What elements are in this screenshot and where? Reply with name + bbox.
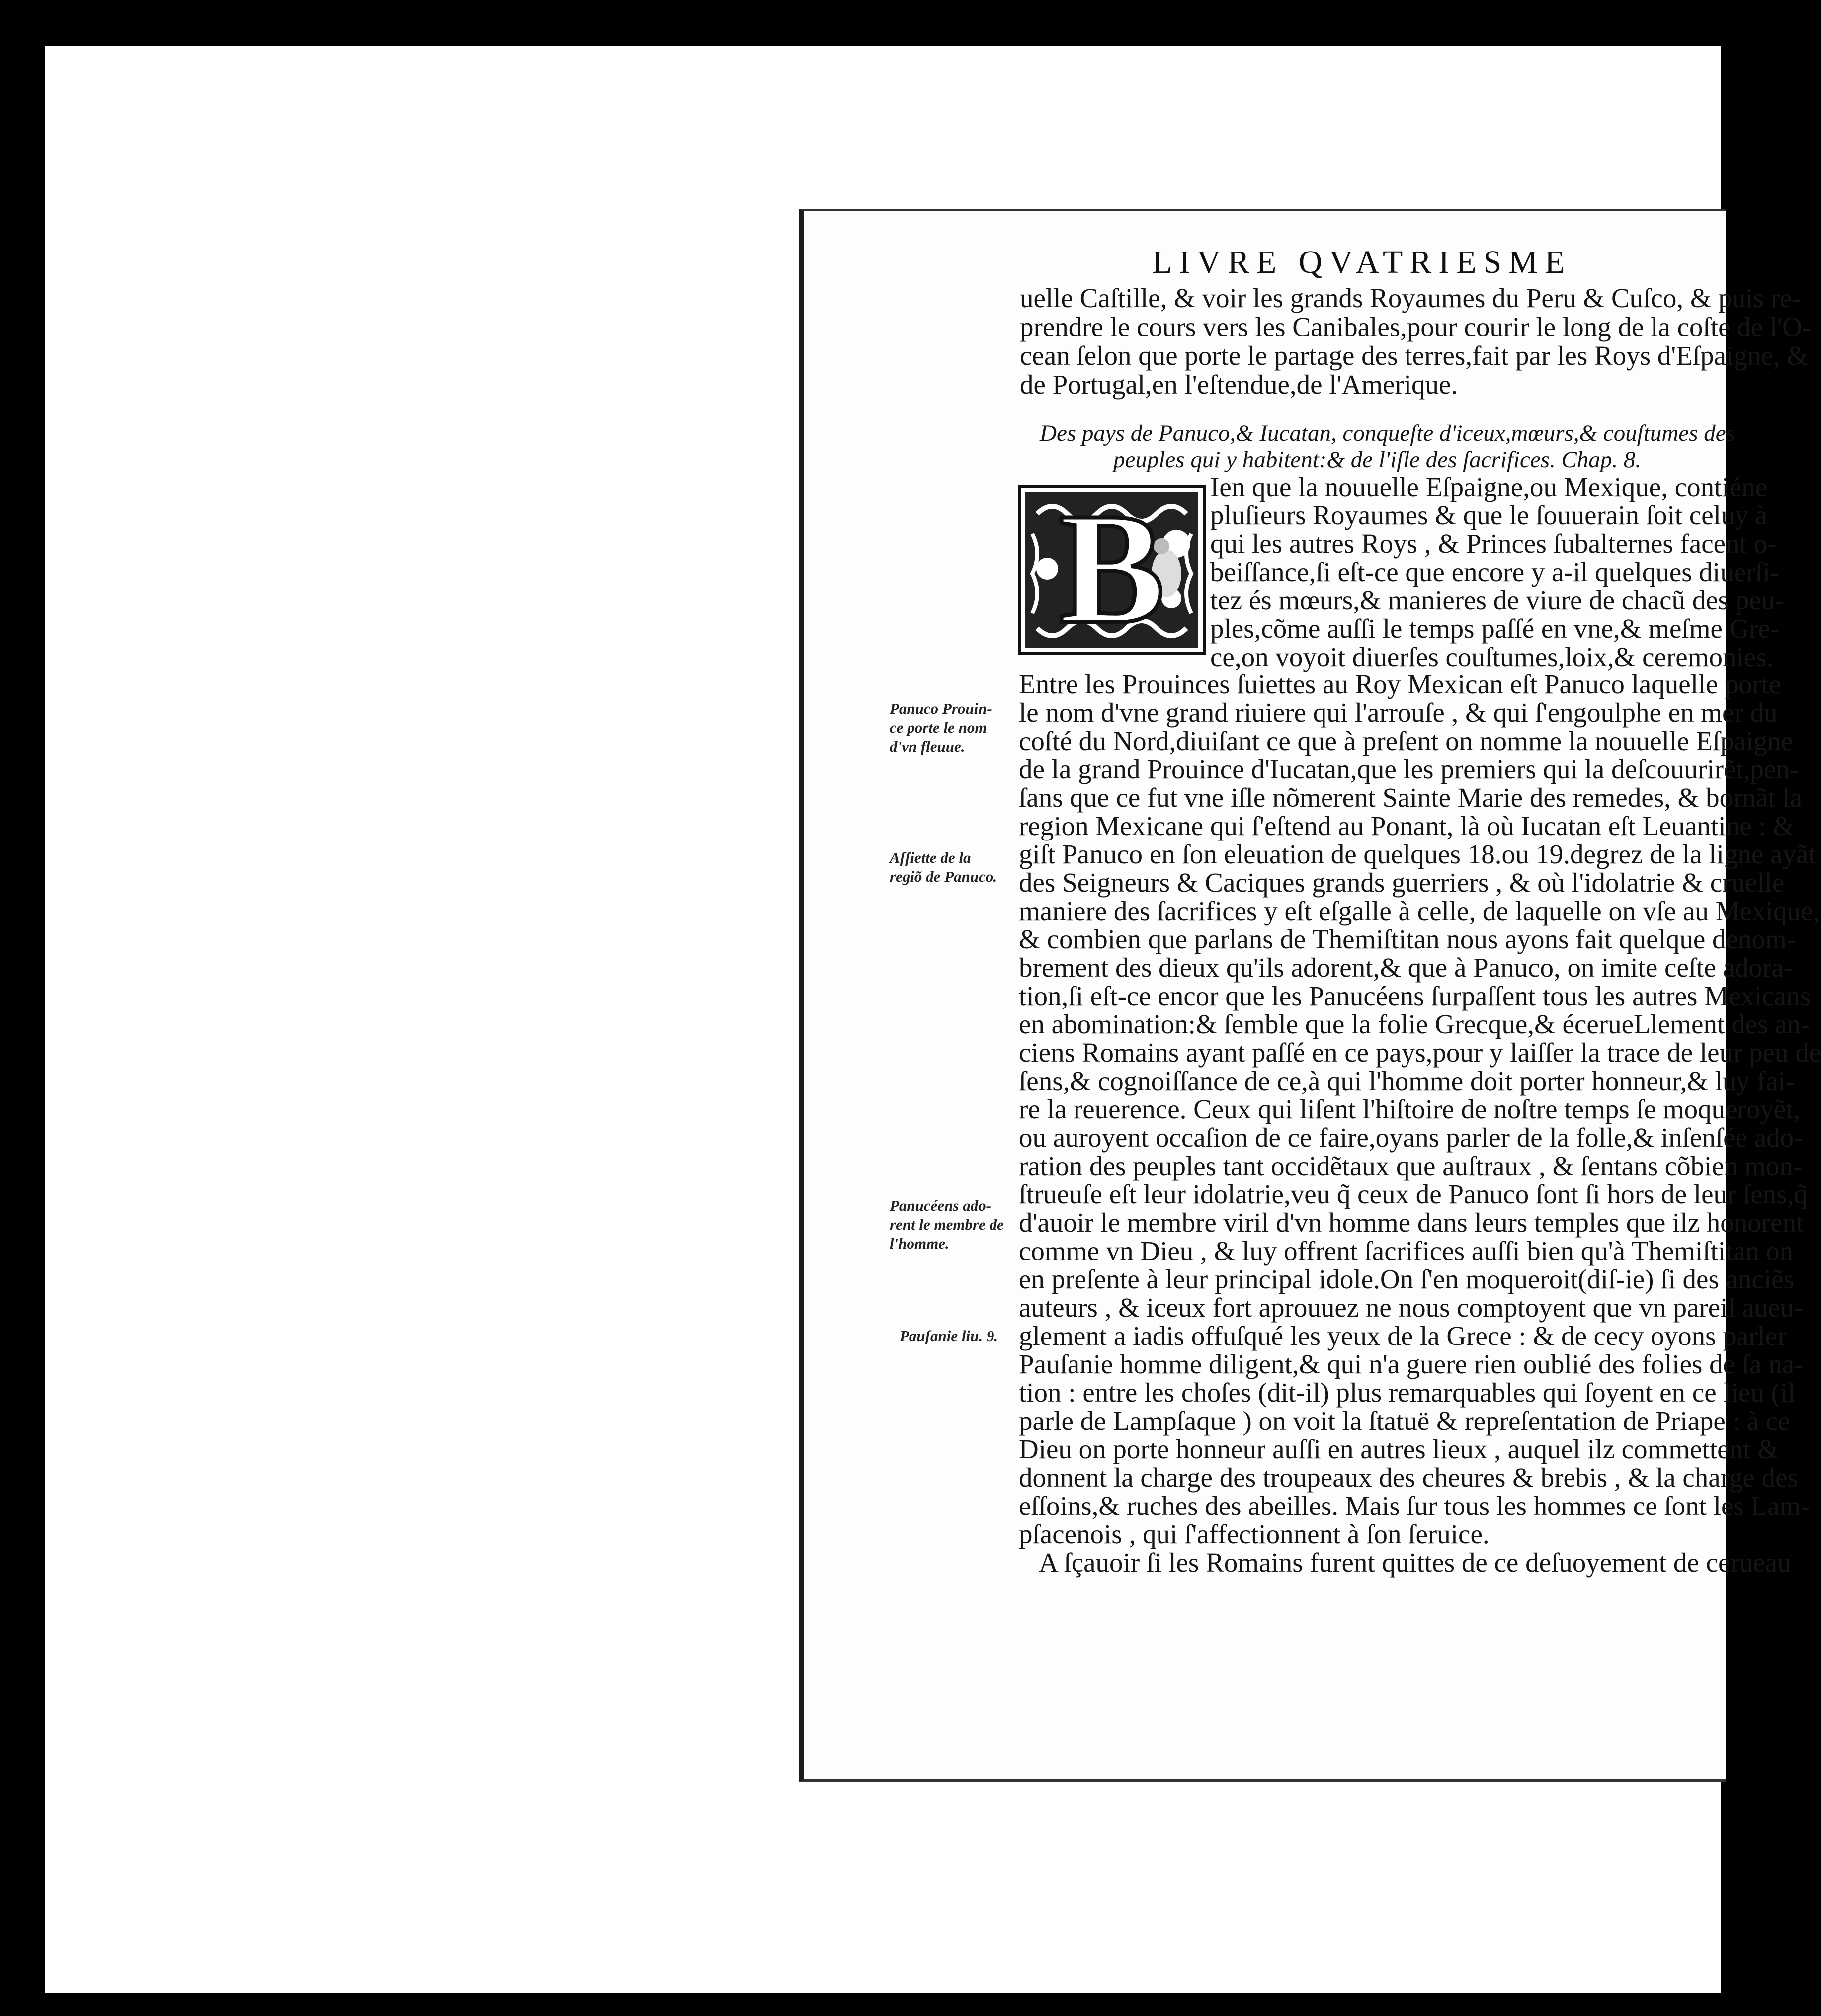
text-line: A ſçauoir ſi les Romains furent quittes de ce deſuoyement de cerueau	[1039, 1547, 1791, 1578]
text-line: tez és mœurs,& manieres de viure de chacũ des peu-	[1210, 585, 1784, 615]
text-line: comme vn Dieu , & luy offrent ſacrifices auſſi bien qu'à Themiſtitan on	[1019, 1236, 1794, 1266]
side-note-line: rent le membre de	[890, 1216, 1004, 1233]
side-note-line: Panucéens ado-	[890, 1197, 992, 1214]
side-note-line: ce porte le nom	[890, 719, 987, 736]
text-line: Dieu on porte honneur auſſi en autres lieux , auquel ilz commettent &	[1019, 1434, 1779, 1464]
text-line: ou auroyent occaſion de ce faire,oyans parler de la folle,& inſenſée ado-	[1019, 1122, 1803, 1153]
side-note-line: Aſſiette de la	[890, 849, 971, 866]
text-line: des Seigneurs & Caciques grands guerriers , & où l'idolatrie & cruelle	[1019, 867, 1785, 898]
running-head: LIVRE QVATRIESME	[1152, 244, 1572, 280]
text-line: de Portugal,en l'eſtendue,de l'Amerique.	[1020, 369, 1458, 400]
text-line: Pauſanie homme diligent,& qui n'a guere rien oublié des folies de ſa na-	[1019, 1349, 1804, 1379]
heading-line: Des pays de Panuco,& Iucatan, conqueſte d'iceux,mœurs,& couſtumes des	[1040, 420, 1735, 446]
heading-line: peuples qui y habitent:& de l'iſle des ſacrifices. Chap. 8.	[1113, 447, 1642, 473]
text-line: le nom d'vne grand riuiere qui l'arrouſe , & qui ſ'engoulphe en mer du	[1019, 697, 1778, 728]
text-line: d'auoir le membre viril d'vn homme dans leurs temples que ilz honorent	[1019, 1207, 1804, 1238]
text-line: prendre le cours vers les Canibales,pour courir le long de la coſte de l'O-	[1020, 312, 1812, 342]
side-note-line: regiõ de Panuco.	[890, 868, 997, 885]
text-line: de la grand Prouince d'Iucatan,que les premiers qui la deſcouurirẽt,pen-	[1019, 754, 1799, 784]
text-line: glement a iadis offuſqué les yeux de la Grece : & de cecy oyons parler	[1019, 1321, 1787, 1351]
text-line: ſans que ce fut vne iſle nõmerent Sainte Marie des remedes, & bornãt la	[1019, 782, 1803, 813]
text-line: ration des peuples tant occidẽtaux que auſtraux , & ſentans cõbien mon-	[1019, 1151, 1803, 1181]
text-line: re la reuerence. Ceux qui liſent l'hiſtoire de noſtre temps ſe moqueroyẽt,	[1019, 1094, 1801, 1124]
text-line: qui les autres Roys , & Princes ſubalternes facent o-	[1210, 528, 1777, 559]
text-line: parle de Lampſaque ) on voit la ſtatuë & repreſentation de Priape : à ce	[1019, 1406, 1790, 1436]
text-line: & combien que parlans de Themiſtitan nous ayons fait quelque denom-	[1019, 924, 1796, 954]
text-line: region Mexicane qui ſ'eſtend au Ponant, là où Iucatan eſt Leuantine : &	[1019, 811, 1795, 841]
text-line: Entre les Prouinces ſuiettes au Roy Mexican eſt Panuco laquelle porte	[1019, 669, 1781, 699]
text-line: uelle Caſtille, & voir les grands Royaumes du Peru & Cuſco, & puis re-	[1020, 283, 1801, 313]
text-line: brement des dieux qu'ils adorent,& que à Panuco, on imite ceſte adora-	[1019, 952, 1793, 983]
text-line: eſſoins,& ruches des abeilles. Mais ſur tous les hommes ce ſont les Lam-	[1019, 1491, 1810, 1521]
text-line: tion,ſi eſt-ce encor que les Panucéens ſurpaſſent tous les autres Mexicans	[1019, 981, 1811, 1011]
side-note-line: d'vn fleuue.	[890, 738, 965, 755]
text-line: auteurs , & iceux fort aprouuez ne nous comptoyent que vn pareil aueu-	[1019, 1292, 1803, 1323]
text-line: donnent la charge des troupeaux des cheures & brebis , & la charge des	[1019, 1462, 1798, 1493]
text-line: maniere des ſacrifices y eſt eſgalle à celle, de laquelle on vſe au Mexique,	[1019, 896, 1820, 926]
text-line: ſens,& cognoiſſance de ce,à qui l'homme doit porter honneur,& luy fai-	[1019, 1066, 1795, 1096]
side-note-line: l'homme.	[890, 1235, 949, 1252]
text-line: en abomination:& ſemble que la folie Grecque,& écerueLlement des an-	[1019, 1009, 1810, 1039]
side-note-line: Panuco Prouin-	[890, 700, 992, 717]
text-line: beiſſance,ſi eſt-ce que encore y a-il quelques diuerſi-	[1210, 557, 1780, 587]
initial-letter: B	[1059, 481, 1165, 657]
text-line: pſacenois , qui ſ'affectionnent à ſon ſeruice.	[1019, 1519, 1490, 1549]
text-line: giſt Panuco en ſon eleuation de quelques 18.ou 19.degrez de la ligne ayãt	[1019, 839, 1816, 869]
text-line: coſté du Nord,diuiſant ce que à preſent on nomme la nouuelle Eſpaigne	[1019, 726, 1793, 756]
text-line: en preſente à leur principal idole.On ſ'en moqueroit(diſ-ie) ſi des anciẽs	[1019, 1264, 1795, 1294]
text-line: ce,on voyoit diuerſes couſtumes,loix,& ceremonies.	[1210, 642, 1774, 672]
text-line: ciens Romains ayant paſſé en ce pays,pour y laiſſer la trace de leur peu de	[1019, 1037, 1821, 1068]
text-line: Ien que la nouuelle Eſpaigne,ou Mexique, contiéne	[1210, 472, 1768, 502]
text-line: cean ſelon que porte le partage des terres,fait par les Roys d'Eſpaigne, &	[1020, 340, 1808, 371]
text-line: ples,cõme auſſi le temps paſſé en vne,& meſme Gre-	[1210, 613, 1780, 644]
text-line: pluſieurs Royaumes & que le ſouuerain ſoit celuy à	[1210, 500, 1768, 530]
side-note-line: Pauſanie liu. 9.	[900, 1327, 998, 1344]
text-line: tion : entre les choſes (dit-il) plus remarquables qui ſoyent en ce lieu (il	[1019, 1377, 1796, 1408]
text-line: ſtrueuſe eſt leur idolatrie,veu q̃ ceux de Panuco ſont ſi hors de leur ſens,q̃	[1019, 1179, 1808, 1209]
decorated-initial	[1017, 481, 1206, 657]
